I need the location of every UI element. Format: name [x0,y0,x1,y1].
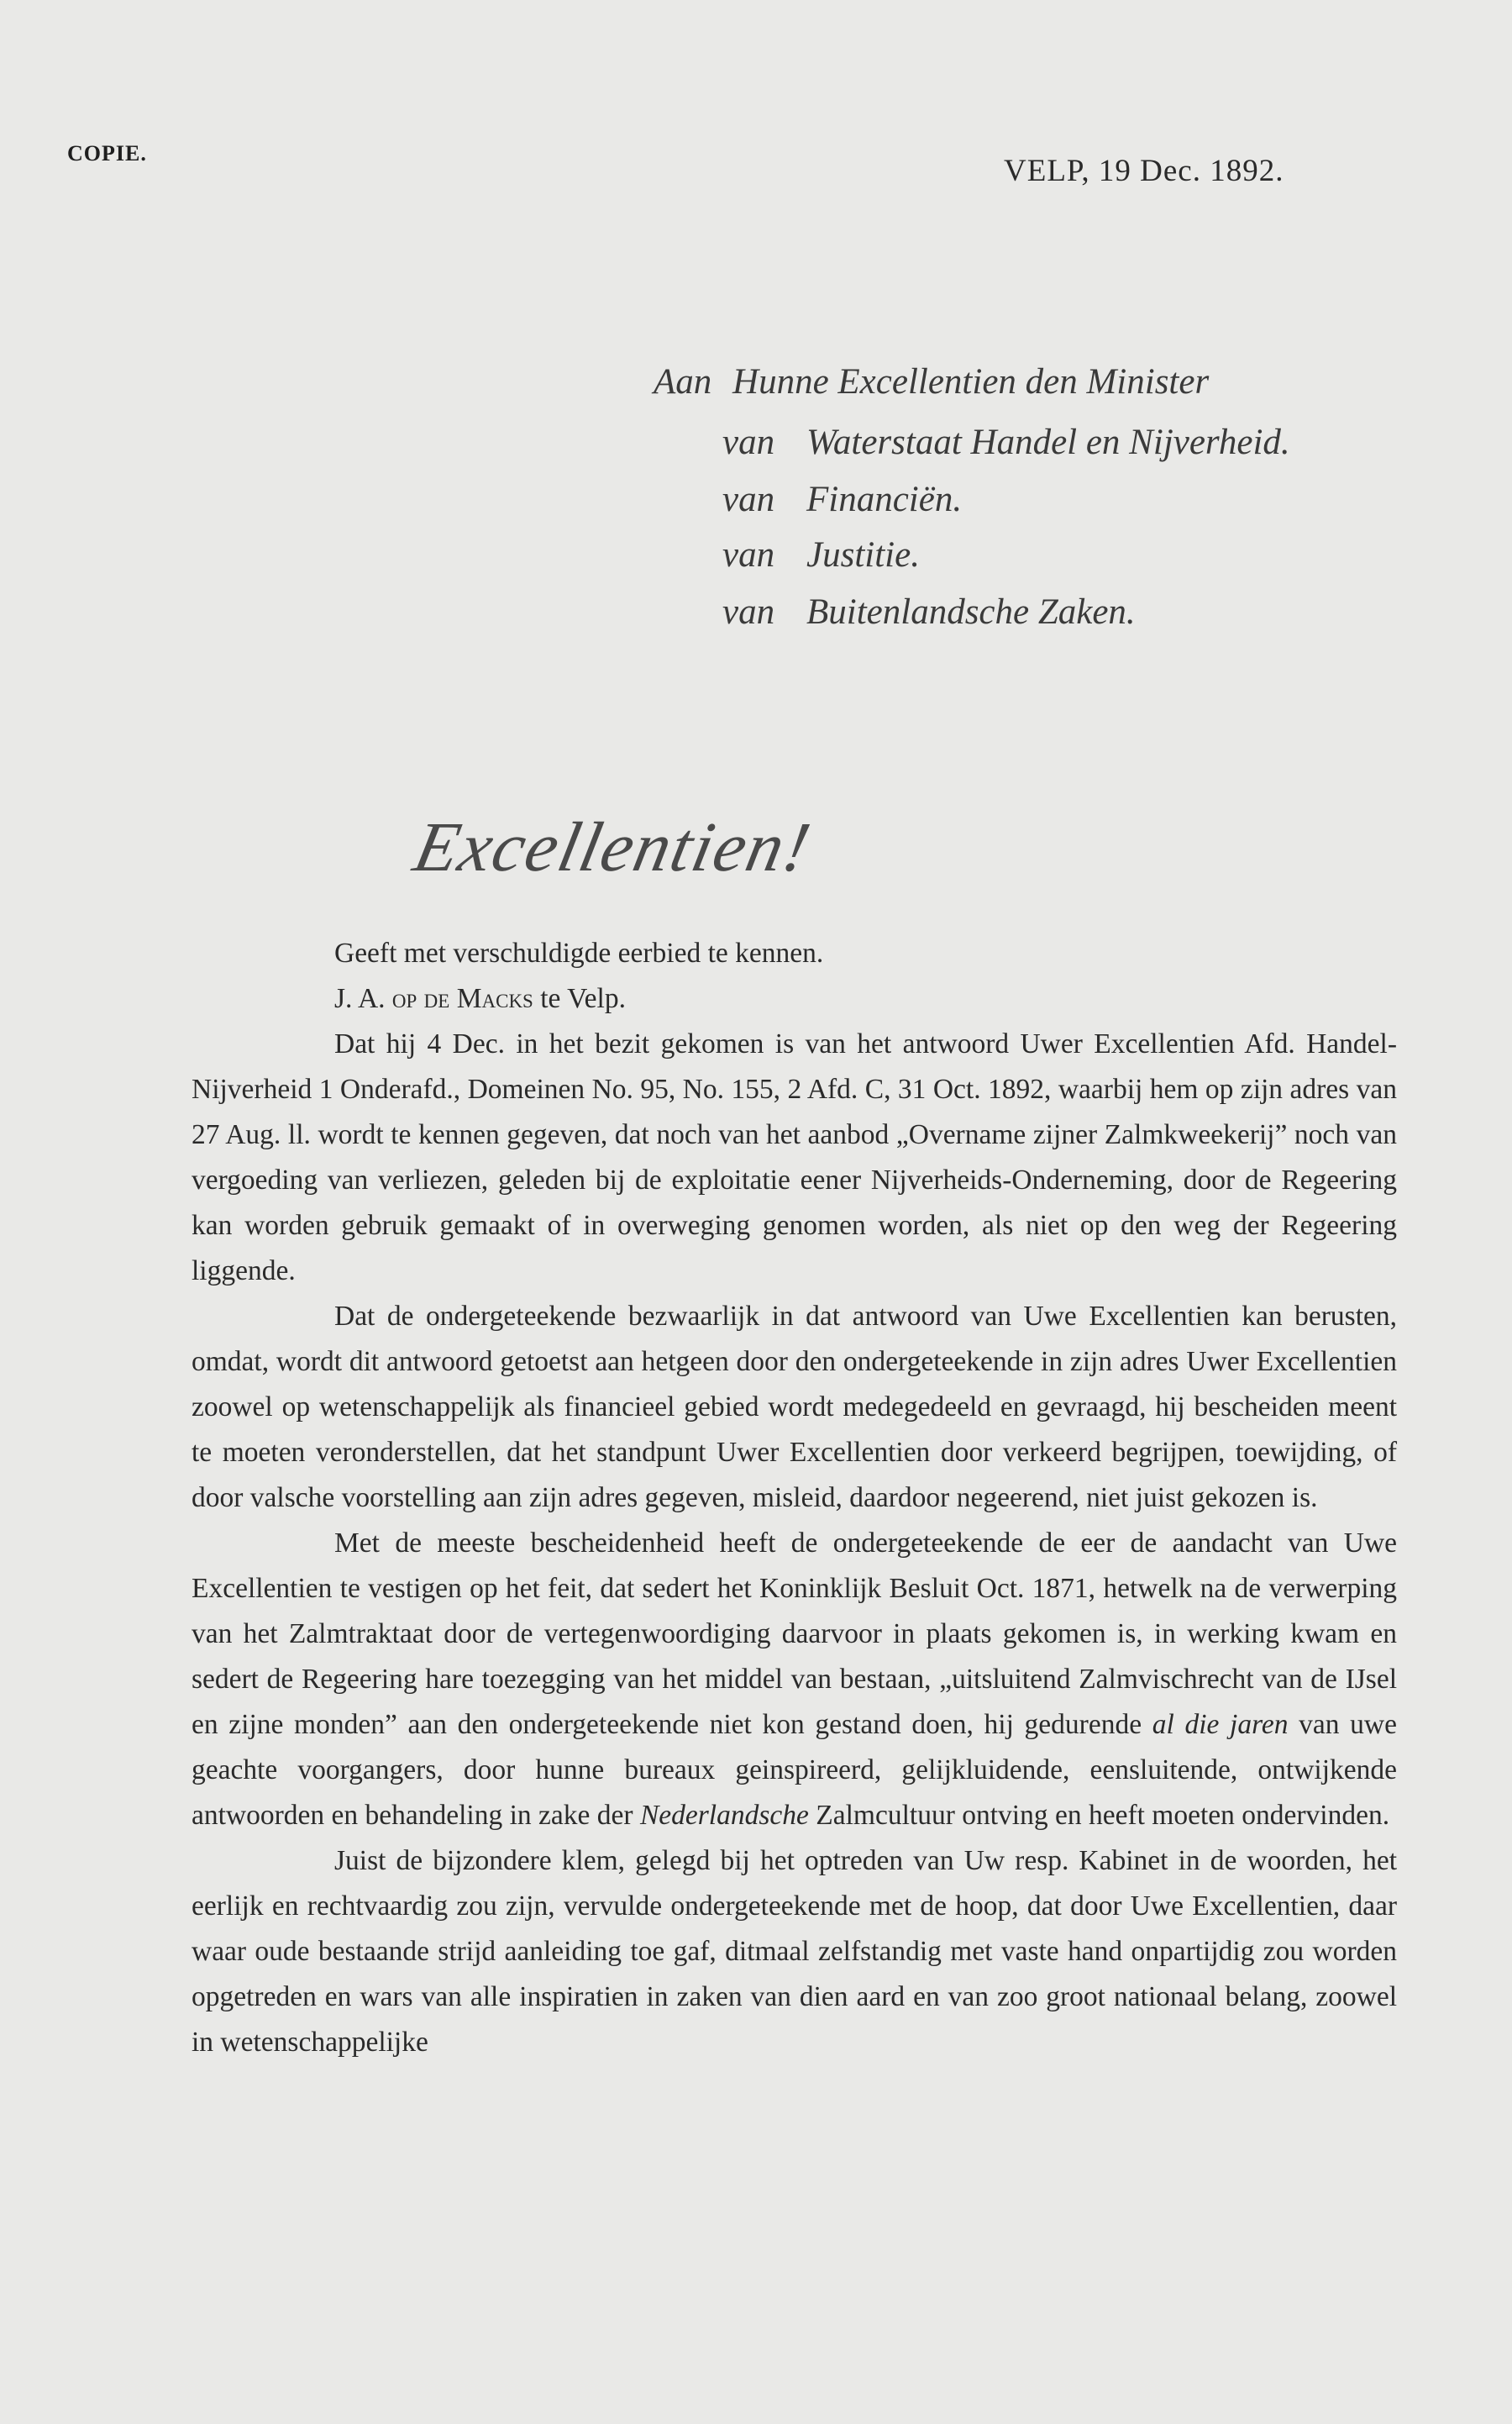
paragraph-5-part-b: van uwe geachte voorgangers, door hunne bureaux geinspireerd, gelijkluidende, eensluitende, ontwijkende antwoorden en behandeling in zake der [192,1709,1397,1831]
paragraph-6: Juist de bijzondere klem, gelegd bij het optreden van Uw resp. Kabinet in de woorden, het eerlijk en rechtvaardig zou zijn, vervulde ondergeteekende met de hoop, dat door Uwe Excellentien, daar waar oude bestaande strijd aanleiding toe gaf, ditmaal zelfstandig met vaste hand onpartijdig zou worden opgetreden en wars van alle inspiratien in zaken van dien aard en van zoo groot nationaal belang, zoowel in wetenschappelijke [192,1845,1397,2058]
paragraph-5-part-c: Zalmcultuur ontving en heeft moeten ondervinden. [816,1800,1390,1831]
address-prefix: van [722,535,775,575]
address-text: Waterstaat Handel en Nijverheid. [806,423,1290,462]
paragraph-5 [192,1521,1397,1838]
address-text: Hunne Excellentien den Minister [732,362,1210,402]
italic-phrase: al die jaren [1152,1709,1289,1740]
salutation: Excellentien! [407,808,818,886]
place-date: VELP, 19 Dec. 1892. [1004,154,1284,188]
address-prefix: Aan [654,362,712,402]
paragraph-1: Geeft met verschuldigde eerbied te kennen. [334,938,824,969]
copy-mark: COPIE. [67,141,147,166]
address-line-1 [654,361,1209,402]
address-prefix: van [722,592,775,632]
address-prefix: van [722,480,775,519]
paragraph-2 [192,976,1397,1022]
address-text: Buitenlandsche Zaken. [806,592,1136,632]
sender-name: op de Macks [391,983,533,1014]
letter-body [192,931,1397,2065]
address-text: Financiën. [806,480,963,519]
paragraph-4: Dat de ondergeteekende bezwaarlijk in dat antwoord van Uwe Excellentien kan berusten, omdat, wordt dit antwoord getoetst aan hetgeen door den ondergeteekende in zijn adres Uwer Excellentien zoowel op wetenschappelijk als financieel gebied wordt medegedeeld en gevraagd, hij bescheiden meent te moeten veronderstellen, dat het standpunt Uwer Excellentien door verkeerd begrijpen, toewijding, of door valsche voorstelling aan zijn adres gegeven, misleid, daardoor negeerend, niet juist gekozen is. [192,1301,1397,1513]
address-prefix: van [722,423,775,462]
italic-word: Nederlandsche [639,1800,809,1831]
paragraph-3: Dat hij 4 Dec. in het bezit gekomen is van het antwoord Uwer Excellentien Afd. Handel-Nijverheid 1 Onderafd., Domeinen No. 95, No. 155, 2 Afd. C, 31 Oct. 1892, waarbij hem op zijn adres van 27 Aug. ll. wordt te kennen gegeven, dat noch van het aanbod „Overname zijner Zalmkweekerij” noch van vergoeding van verliezen, geleden bij de exploitatie eener Nijverheids-Onderneming, door de Regeering kan worden gebruik gemaakt of in overweging genomen worden, als niet op den weg der Regeering liggende. [192,1028,1397,1286]
paragraph-5-part-a: Met de meeste bescheidenheid heeft de ondergeteekende de eer de aandacht van Uwe Excellentien te vestigen op het feit, dat sedert het Koninklijk Besluit Oct. 1871, hetwelk na de verwerping van het Zalmtraktaat door de vertegenwoordiging daarvoor in plaats gekomen is, in werking kwam en sedert de Regeering hare toezegging van het middel van bestaan, „uitsluitend Zalmvischrecht van de IJsel en zijne monden” aan den ondergeteekende niet kon gestand doen, hij gedurende [192,1527,1397,1740]
sender-place: te Velp. [540,983,626,1014]
initials: J. A. [334,983,386,1014]
address-text: Justitie. [806,535,920,575]
